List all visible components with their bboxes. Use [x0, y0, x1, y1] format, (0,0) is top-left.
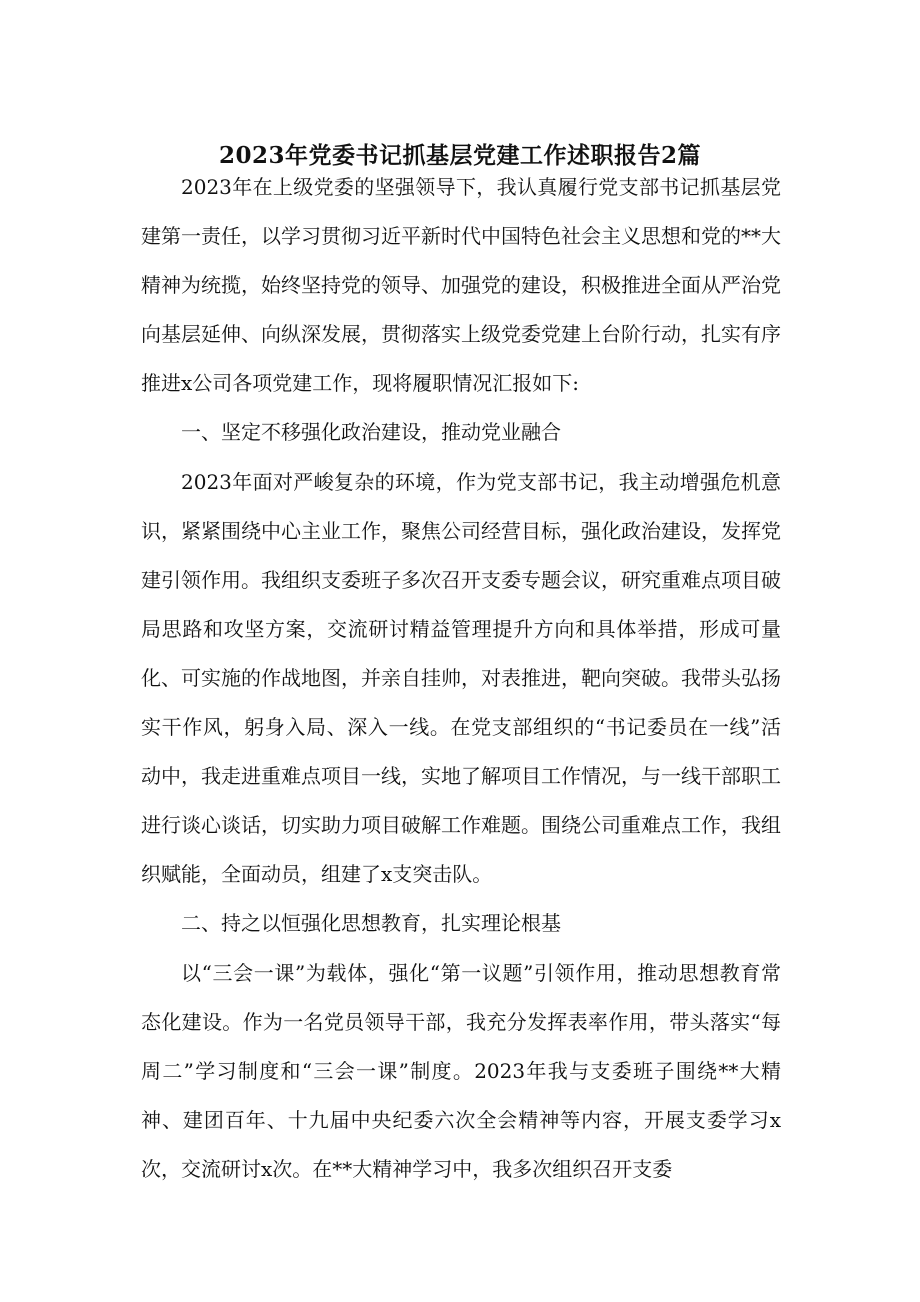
intro-paragraph: 2023年在上级党委的坚强领导下，我认真履行党支部书记抓基层党建第一责任，以学习贯彻习近平新时代中国特色社会主义思想和党的**大精神为统揽，始终坚持党的领导、加强党的建设，积极推进全面从严治党向基层延伸、向纵深发展，贯彻落实上级党委党建上台阶行动，扎实有序推进x公司各项党建工作，现将履职情况汇报如下:: [141, 175, 781, 396]
section-heading-2: 二、持之以恒强化思想教育，扎实理论根基: [181, 911, 561, 936]
section-2-paragraph: 以“三会一课”为载体，强化“第一议题”引领作用，推动思想教育常态化建设。作为一名党员领导干部，我充分发挥表率作用，带头落实“每周二”学习制度和“三会一课”制度。2023年我与支委班子围绕**大精神、建团百年、十九届中央纪委六次全会精神等内容，开展支委学习x次，交流研讨x次。在**大精神学习中，我多次组织召开支委: [141, 960, 781, 1181]
section-1-paragraph: 2023年面对严峻复杂的环境，作为党支部书记，我主动增强危机意识，紧紧围绕中心主业工作，聚焦公司经营目标，强化政治建设，发挥党建引领作用。我组织支委班子多次召开支委专题会议，研究重难点项目破局思路和攻坚方案，交流研讨精益管理提升方向和具体举措，形成可量化、可实施的作战地图，并亲自挂帅，对表推进，靶向突破。我带头弘扬实干作风，躬身入局、深入一线。在党支部组织的“书记委员在一线”活动中，我走进重难点项目一线，实地了解项目工作情况，与一线干部职工进行谈心谈话，切实助力项目破解工作难题。围绕公司重难点工作，我组织赋能，全面动员，组建了x支突击队。: [141, 469, 781, 887]
document-title: 2023年党委书记抓基层党建工作述职报告2篇: [218, 142, 702, 169]
document-body: [141, 163, 781, 1194]
section-heading-1: 一、坚定不移强化政治建设，推动党业融合: [181, 420, 561, 445]
